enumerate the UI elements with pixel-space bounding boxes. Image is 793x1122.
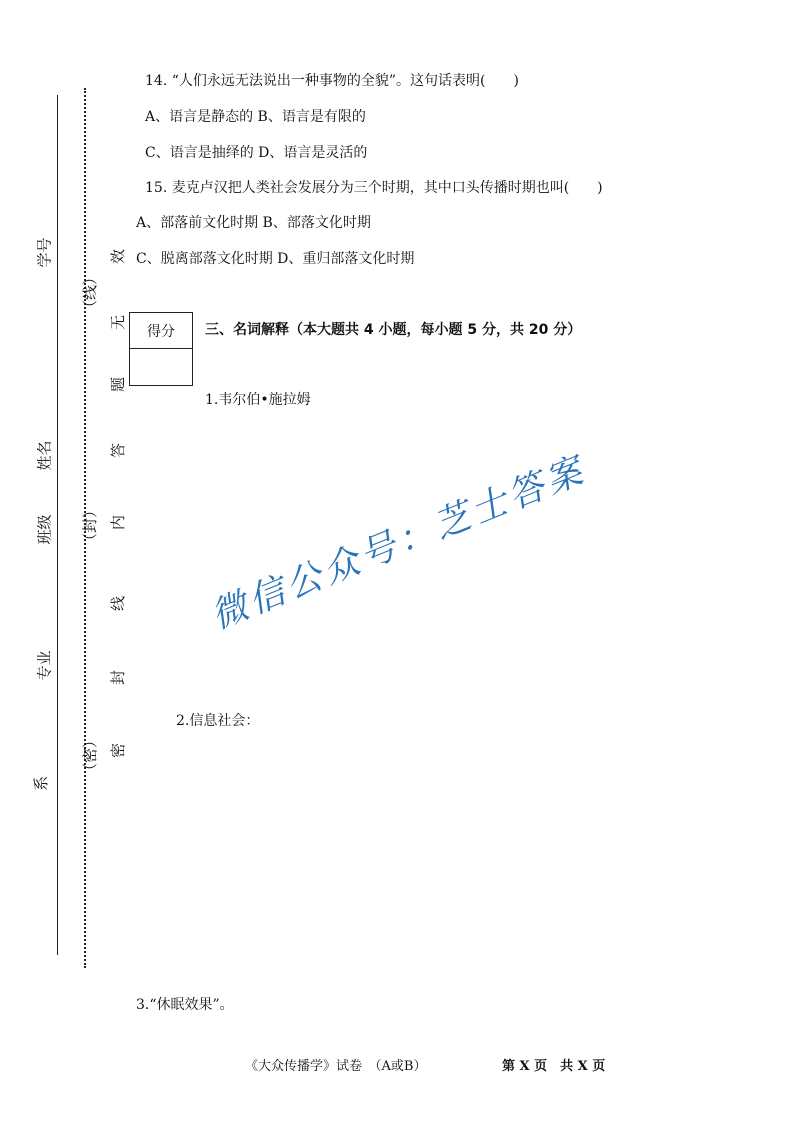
term-item-1: 1.韦尔伯•施拉姆: [205, 392, 311, 408]
warning-char-3: 题: [109, 376, 128, 393]
secret-mark: （密）: [81, 732, 100, 779]
line-mark: （线）: [81, 269, 100, 316]
warning-char-1: 效: [109, 248, 128, 265]
class-label: 班级: [35, 514, 54, 545]
score-label: 得分: [130, 313, 192, 349]
section3-heading: 三、名词解释（本大题共 4 小题，每小题 5 分，共 20 分）: [205, 322, 582, 338]
seal-mark: （封）: [81, 502, 100, 549]
warning-char-4: 答: [109, 442, 128, 459]
term-item-3: 3.“休眠效果”。: [136, 997, 234, 1013]
warning-char-2: 无: [109, 314, 128, 331]
warning-char-7: 封: [109, 669, 128, 686]
q15-options-ab: A、部落前文化时期 B、部落文化时期: [136, 215, 371, 231]
binding-solid-line: [57, 95, 58, 955]
q15-stem: 15. 麦克卢汉把人类社会发展分为三个时期，其中口头传播时期也叫( ): [145, 180, 603, 196]
department-label: 系: [32, 775, 51, 792]
footer-pages: 第 X 页 共 X 页: [502, 1059, 606, 1074]
warning-char-5: 内: [109, 514, 128, 531]
footer-title: 《大众传播学》试卷 （A或B）: [245, 1059, 427, 1074]
warning-char-8: 密: [109, 742, 128, 759]
term-item-2: 2.信息社会：: [176, 713, 260, 729]
student-id-label: 学号: [35, 237, 54, 268]
q15-options-cd: C、脱离部落文化时期 D、重归部落文化时期: [136, 251, 415, 267]
name-label: 姓名: [35, 440, 54, 471]
q14-stem: 14. “人们永远无法说出一种事物的全貌”。这句话表明( ): [145, 73, 519, 89]
major-label: 专业: [35, 650, 54, 681]
q14-options-cd: C、语言是抽绎的 D、语言是灵活的: [145, 145, 368, 161]
score-box: [129, 312, 193, 386]
warning-char-6: 线: [109, 595, 128, 612]
q14-options-ab: A、语言是静态的 B、语言是有限的: [145, 109, 366, 125]
watermark: 微信公众号：芝士答案: [205, 449, 592, 638]
